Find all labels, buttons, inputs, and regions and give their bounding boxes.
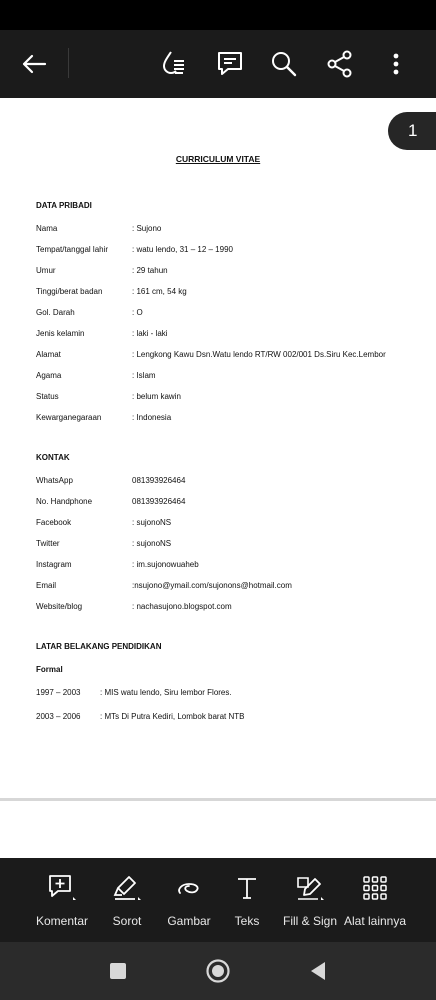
row-label: Alamat (36, 350, 61, 359)
search-icon[interactable] (266, 46, 302, 82)
row-label: Tinggi/berat badan (36, 287, 103, 296)
bottom-toolbar (0, 858, 436, 942)
tool-label: Sorot (112, 914, 142, 928)
section-heading-education: LATAR BELAKANG PENDIDIKAN (36, 642, 162, 651)
system-nav-bar (0, 942, 436, 1000)
tool-komentar[interactable] (32, 872, 92, 938)
row-label: 2003 – 2006 (36, 712, 81, 721)
back-arrow-icon[interactable] (16, 46, 52, 82)
row-label: 1997 – 2003 (36, 688, 81, 697)
tool-label: Teks (234, 914, 260, 928)
tool-label: Fill & Sign (282, 914, 338, 928)
row-value: 081393926464 (132, 476, 186, 485)
tool-fill-sign[interactable] (280, 872, 340, 938)
row-value: : watu lendo, 31 – 12 – 1990 (132, 245, 233, 254)
row-value: 081393926464 (132, 497, 186, 506)
row-value: : laki - laki (132, 329, 168, 338)
row-value: : Sujono (132, 224, 162, 233)
row-label: Status (36, 392, 59, 401)
toolbar-divider (68, 48, 69, 78)
row-label: Umur (36, 266, 56, 275)
home-icon[interactable] (203, 956, 233, 986)
row-value: : O (132, 308, 143, 317)
back-icon[interactable] (303, 956, 333, 986)
status-bar (0, 0, 436, 30)
tool-label: Alat lainnya (343, 914, 407, 928)
recents-icon[interactable] (103, 956, 133, 986)
tool-gambar[interactable] (164, 872, 214, 938)
tool-label: Gambar (167, 914, 211, 928)
row-label: Kewarganegaraan (36, 413, 102, 422)
row-label: Gol. Darah (36, 308, 75, 317)
row-label: Jenis kelamin (36, 329, 85, 338)
row-label: WhatsApp (36, 476, 73, 485)
row-label: Instagram (36, 560, 72, 569)
row-label: Facebook (36, 518, 72, 527)
more-icon[interactable] (378, 46, 414, 82)
highlighter-icon (111, 872, 143, 904)
comment-add-icon (46, 872, 78, 904)
tool-alat-lainnya[interactable] (344, 872, 406, 938)
fill-sign-icon (294, 872, 326, 904)
row-value: : im.sujonowuaheb (132, 560, 199, 569)
row-value: : MIS watu lendo, Siru lembor Flores. (100, 688, 232, 697)
pdf-page[interactable] (0, 98, 436, 858)
row-value: : belum kawin (132, 392, 181, 401)
row-value: : MTs Di Putra Kediri, Lombok barat NTB (100, 712, 245, 721)
more-tools-icon (359, 872, 391, 904)
draw-icon (173, 872, 205, 904)
page-boundary (0, 798, 436, 801)
document-title: CURRICULUM VITAE (175, 154, 261, 164)
row-value: : sujonoNS (132, 539, 172, 548)
tool-teks[interactable] (232, 872, 262, 938)
row-label: Twitter (36, 539, 60, 548)
tool-label: Komentar (35, 914, 89, 928)
comment-icon[interactable] (212, 46, 248, 82)
row-label: Email (36, 581, 57, 590)
row-label: Tempat/tanggal lahir (36, 245, 109, 254)
top-toolbar (0, 30, 436, 98)
tool-sorot[interactable] (104, 872, 150, 938)
row-label: Agama (36, 371, 62, 380)
row-label: Website/blog (36, 602, 83, 611)
row-label: Nama (36, 224, 58, 233)
row-value: : 161 cm, 54 kg (132, 287, 187, 296)
section-heading-personal: DATA PRIBADI (36, 201, 92, 210)
row-value: : Islam (132, 371, 156, 380)
row-value: :nsujono@ymail.com/sujonons@hotmail.com (132, 581, 292, 590)
row-value: : nachasujono.blogspot.com (132, 602, 232, 611)
row-value: : sujonoNS (132, 518, 172, 527)
row-value: : Indonesia (132, 413, 172, 422)
row-label: No. Handphone (36, 497, 93, 506)
education-subheading: Formal (36, 665, 63, 674)
row-value: : 29 tahun (132, 266, 168, 275)
section-heading-contact: KONTAK (36, 453, 70, 462)
page-indicator[interactable]: 1 (388, 112, 436, 150)
liquid-mode-icon[interactable] (156, 46, 192, 82)
share-icon[interactable] (322, 46, 358, 82)
row-value: : Lengkong Kawu Dsn.Watu lendo RT/RW 002/001 Ds.Siru Kec.Lembor (132, 350, 386, 359)
text-icon (231, 872, 263, 904)
